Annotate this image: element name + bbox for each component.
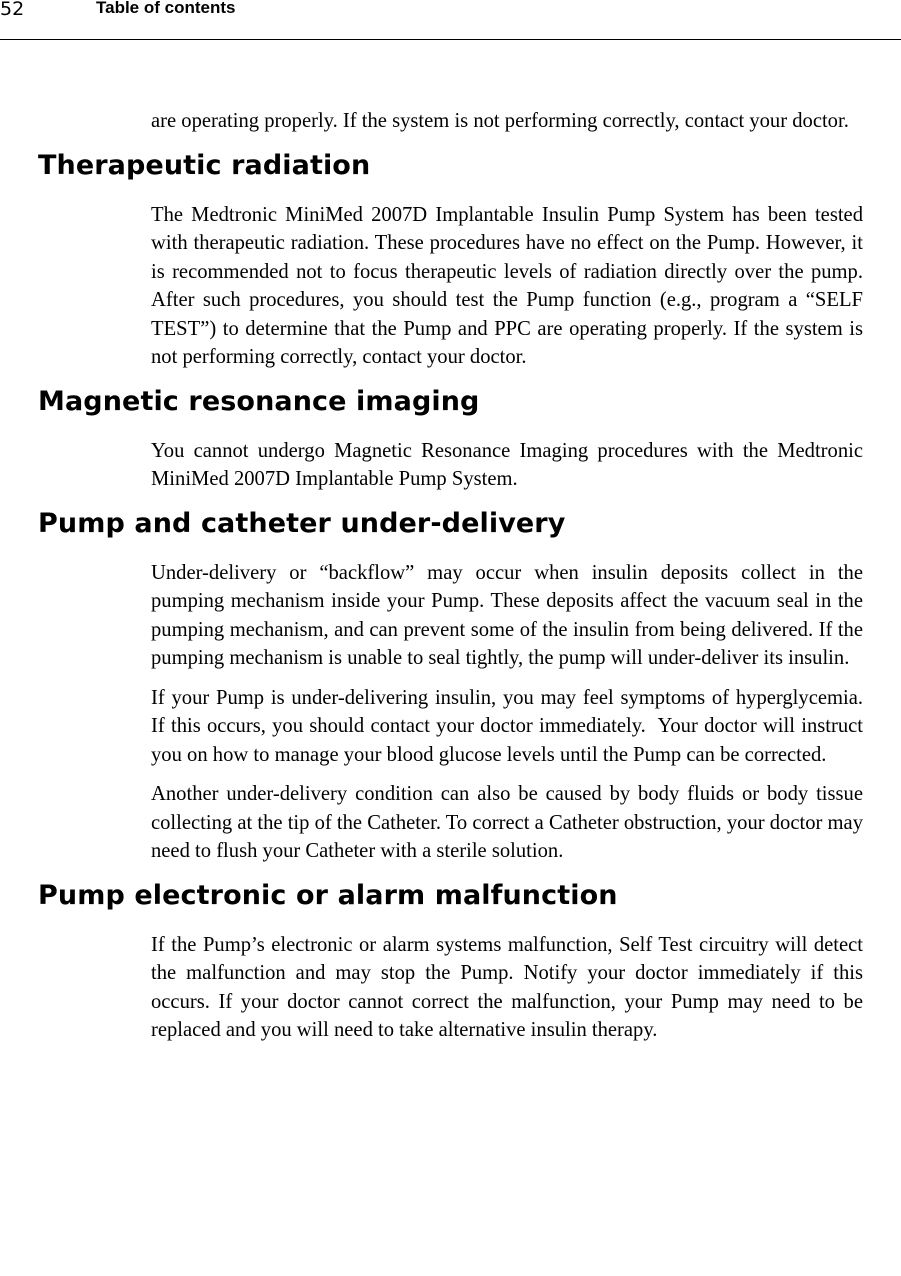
running-title: Table of contents — [96, 0, 236, 17]
heading-magnetic-resonance-imaging: Magnetic resonance imaging — [38, 385, 480, 417]
paragraph-therapeutic-radiation: The Medtronic MiniMed 2007D Implantable Insulin Pump System has been tested with therapeutic radiation. These procedures have no effect on the Pump. However, it is recommended not to focus therapeutic levels of radiation directly over the pump. After such procedures, you should test the Pump function (e.g., program a “SELF TEST”) to determine that the Pump and PPC are operating properly. If the system is not performing correctly, contact your doctor. — [151, 203, 863, 368]
paragraph-under-delivery-symptoms: If your Pump is under-delivering insulin, you may feel symptoms of hyperglycemia. If this occurs, you should contact your doctor immediately. Your doctor will instruct you on how to manage your blood glucose levels until the Pump can be corrected. — [151, 686, 863, 766]
heading-therapeutic-radiation: Therapeutic radiation — [38, 149, 371, 181]
page-number: 52 — [0, 0, 25, 20]
paragraph-magnetic-resonance-imaging: You cannot undergo Magnetic Resonance Imaging procedures with the Medtronic MiniMed 2007D Implantable Pump System. — [151, 439, 863, 490]
page-content — [0, 107, 901, 1045]
paragraph-under-delivery-backflow: Under-delivery or “backflow” may occur when insulin deposits collect in the pumping mechanism inside your Pump. These deposits affect the vacuum seal in the pumping mechanism, and can prevent some of the insulin from being delivered. If the pumping mechanism is unable to seal tightly, the pump will under-deliver its insulin. — [151, 561, 863, 669]
heading-pump-electronic-alarm-malfunction: Pump electronic or alarm malfunction — [38, 879, 618, 911]
continued-paragraph: are operating properly. If the system is not performing correctly, contact your doctor. — [151, 110, 849, 132]
paragraph-electronic-alarm-malfunction: If the Pump’s electronic or alarm systems malfunction, Self Test circuitry will detect the malfunction and may stop the Pump. Notify your doctor immediately if this occurs. If your doctor cannot correct the malfunction, your Pump may need to be replaced and you will need to take alternative insulin therapy. — [151, 933, 863, 1041]
heading-pump-catheter-under-delivery: Pump and catheter under-delivery — [38, 507, 566, 539]
page-header — [0, 0, 901, 40]
paragraph-catheter-obstruction: Another under-delivery condition can also be caused by body fluids or body tissue collecting at the tip of the Catheter. To correct a Catheter obstruction, your doctor may need to flush your Catheter with a sterile solution. — [151, 783, 863, 862]
